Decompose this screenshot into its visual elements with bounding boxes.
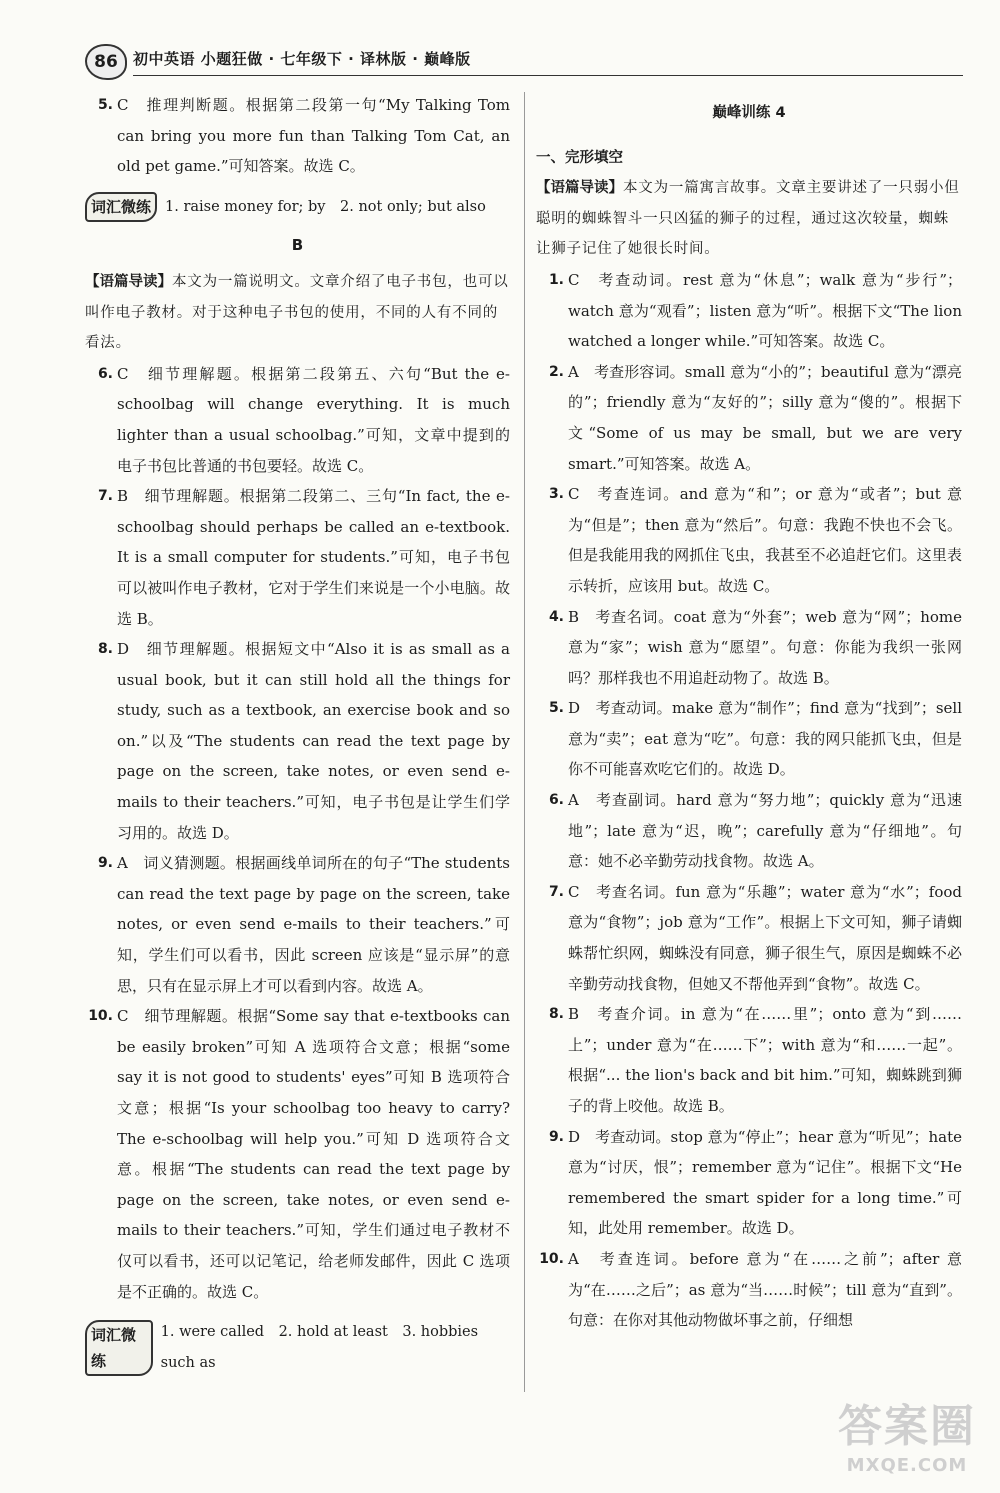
item-number: 7. <box>548 883 564 900</box>
page-header <box>85 40 965 86</box>
item-number: 5. <box>97 97 113 113</box>
vocab-practice <box>85 1317 510 1378</box>
answer-item <box>536 693 962 785</box>
vocab-text: 1. were called 2. hold at least 3. hobbies such as <box>160 1324 479 1371</box>
passage-guide <box>536 173 962 265</box>
answer-item <box>536 602 962 694</box>
item-number: 4. <box>548 608 564 625</box>
answer-item <box>85 90 510 182</box>
item-text: B 考查名词。coat 意为“外套”；web 意为“网”；home 意为“家”；wish 意为“愿望”。句意：你能为我织一张网吗？那样我也不用追赶动物了。故选 B。 <box>568 607 962 687</box>
item-text: C 考查动词。rest 意为“休息”；walk 意为“步行”；watch 意为“观看”；listen 意为“听”。根据下文“The lion watched a longer while.”可知答案。故选 C。 <box>568 270 962 351</box>
item-text: A 考查连词。before 意为“在……之前”；after 意为“在……之后”；as 意为“当……时候”；till 意为“直到”。句意：在你对其他动物做坏事之前，仔细想 <box>568 1249 962 1330</box>
guide-label: 【语篇导读】 <box>85 273 172 290</box>
guide-text: 本文为一篇说明文。文章介绍了电子书包，也可以叫作电子教材。对于这种电子书包的使用，不同的人有不同的看法。 <box>85 273 509 352</box>
item-number: 2. <box>548 363 564 380</box>
item-text: C 考查连词。and 意为“和”；or 意为“或者”；but 意为“但是”；then 意为“然后”。句意：我跑不快也不会飞。但是我能用我的网抓住飞虫，我甚至不必追赶它们。这里表示转折，应该用 but。故选 C。 <box>568 485 962 595</box>
item-text: A 考查副词。hard 意为“努力地”；quickly 意为“迅速地”；late 意为“迟，晚”；carefully 意为“仔细地”。句意：她不必辛勤劳动找食物。故选 A。 <box>568 791 962 871</box>
watermark-logo-text: 答案圈 <box>838 1401 976 1452</box>
answer-item <box>85 481 510 634</box>
answer-item <box>536 265 962 357</box>
header-rule <box>133 75 963 76</box>
vocab-practice <box>85 192 510 223</box>
passage-guide <box>85 267 510 359</box>
answer-item <box>536 785 962 877</box>
item-number: 5. <box>548 700 564 717</box>
item-text: C 推理判断题。根据第二段第一句“My Talking Tom can bring you more fun than Talking Tom Cat, an old pet game.”可知答案。故选 C。 <box>117 96 510 176</box>
item-text: C 细节理解题。根据第二段第五、六句“But the e-schoolbag will change everything. It is much lighter than a usual schoolbag.”可知，文章中提到的电子书包比普通的书包要轻。故选 C。 <box>117 364 510 475</box>
part-title: 一、完形填空 <box>536 149 623 166</box>
vocab-text: 1. raise money for; by 2. not only; but also <box>165 198 486 215</box>
watermark-url: MXQE.COM <box>846 1455 968 1476</box>
item-text: C 细节理解题。根据“Some say that e-textbooks can be easily broken”可知 A 选项符合文意；根据“some say it is not good to students' eyes”可知 B 选项符合文意；根据“Is your schoolbag too heavy to carry? The e-schoolbag will help you.”可知 D 选项符合文意。根据“The students can read the text page by page on the screen, take notes, or even send e-mails to their teachers.”可知，学生们通过电子教材不仅可以看书，还可以记笔记，给老师发邮件，因此 C 选项是不正确的。故选 C。 <box>117 1007 510 1301</box>
vocab-badge: 词汇微练 <box>85 1320 153 1376</box>
answer-item <box>536 357 962 479</box>
item-text: B 考查介词。in 意为“在……里”；onto 意为“到……上”；under 意为“在……下”；with 意为“和……一起”。根据“... the lion's back and bit him.”可知，蜘蛛跳到狮子的背上咬他。故选 B。 <box>568 1005 962 1115</box>
item-number: 9. <box>97 855 113 872</box>
guide-label: 【语篇导读】 <box>536 180 623 197</box>
watermark <box>832 1400 982 1488</box>
answer-item <box>85 634 510 848</box>
answer-item <box>85 359 510 481</box>
item-text: D 细节理解题。根据短文中“Also it is as small as a usual book, but it can still hold all the things for study, such as a textbook, an exercise book and so on.”以及“The students can read the text page by page on the screen, take notes, or even send e-mails to their teachers.”可知，电子书包是让学生们学习用的。故选 D。 <box>117 640 510 842</box>
item-number: 3. <box>548 486 564 503</box>
answer-item <box>536 877 962 999</box>
answer-item <box>536 1244 962 1336</box>
item-number: 10. <box>539 1250 564 1267</box>
answer-item <box>536 1122 962 1244</box>
guide-text: 本文为一篇寓言故事。文章主要讲述了一只弱小但聪明的蜘蛛智斗一只凶猛的狮子的过程，通过这次较量，蜘蛛让狮子记住了她很长时间。 <box>536 180 960 258</box>
item-text: D 考查动词。make 意为“制作”；find 意为“找到”；sell 意为“卖”；eat 意为“吃”。句意：我的网只能抓飞虫，但是你不可能喜欢吃它们的。故选 D。 <box>568 699 962 779</box>
vocab-badge: 词汇微练 <box>85 192 157 222</box>
item-text: B 细节理解题。根据第二段第二、三句“In fact, the e-schoolbag should perhaps be called an e-textbook. It is a small computer for students.”可知，电子书包可以被叫作电子教材，它对于学生们来说是一个小电脑。故选 B。 <box>117 487 510 628</box>
book-title: 初中英语 小题狂做 · 七年级下 · 译林版 · 巅峰版 <box>133 50 471 68</box>
item-text: A 考查形容词。small 意为“小的”；beautiful 意为“漂亮的”；friendly 意为“友好的”；silly 意为“傻的”。根据下文“Some of us may be small, but we are very smart.”可知答案。故选 A。 <box>568 362 962 473</box>
answer-item <box>85 1001 510 1307</box>
item-number: 8. <box>548 1006 564 1023</box>
right-column <box>536 90 962 1336</box>
item-number: 7. <box>97 488 113 505</box>
item-text: A 词义猜测题。根据画线单词所在的句子“The students can read the text page by page on the screen, take notes, or even send e-mails to their teachers.”可知，学生们可以看书，因此 screen 应该是“显示屏”的意思，只有在显示屏上才可以看到内容。故选 A。 <box>117 854 510 995</box>
answer-item <box>85 848 510 1001</box>
item-number: 1. <box>548 271 564 288</box>
left-column <box>85 90 510 1384</box>
item-number: 6. <box>97 365 113 382</box>
section-heading: B <box>291 236 304 255</box>
answer-item <box>536 479 962 601</box>
column-divider <box>524 92 525 1392</box>
item-number: 8. <box>97 641 113 658</box>
item-number: 9. <box>548 1128 564 1145</box>
item-text: C 考查名词。fun 意为“乐趣”；water 意为“水”；food 意为“食物”；job 意为“工作”。根据上下文可知，狮子请蜘蛛帮忙织网，蜘蛛没有同意，狮子很生气，原因是蜘蛛不必辛勤劳动找食物，但她又不帮他弄到“食物”。故选 C。 <box>568 882 962 993</box>
item-number: 10. <box>88 1008 113 1025</box>
item-text: D 考查动词。stop 意为“停止”；hear 意为“听见”；hate 意为“讨厌，恨”；remember 意为“记住”。根据下文“He remembered the smart spider for a long time.”可知，此处用 remember。故选 D。 <box>568 1127 962 1238</box>
section-title: 巅峰训练 4 <box>712 105 786 121</box>
answer-item <box>536 999 962 1121</box>
item-number: 6. <box>548 792 564 809</box>
page-number: 86 <box>85 44 127 80</box>
